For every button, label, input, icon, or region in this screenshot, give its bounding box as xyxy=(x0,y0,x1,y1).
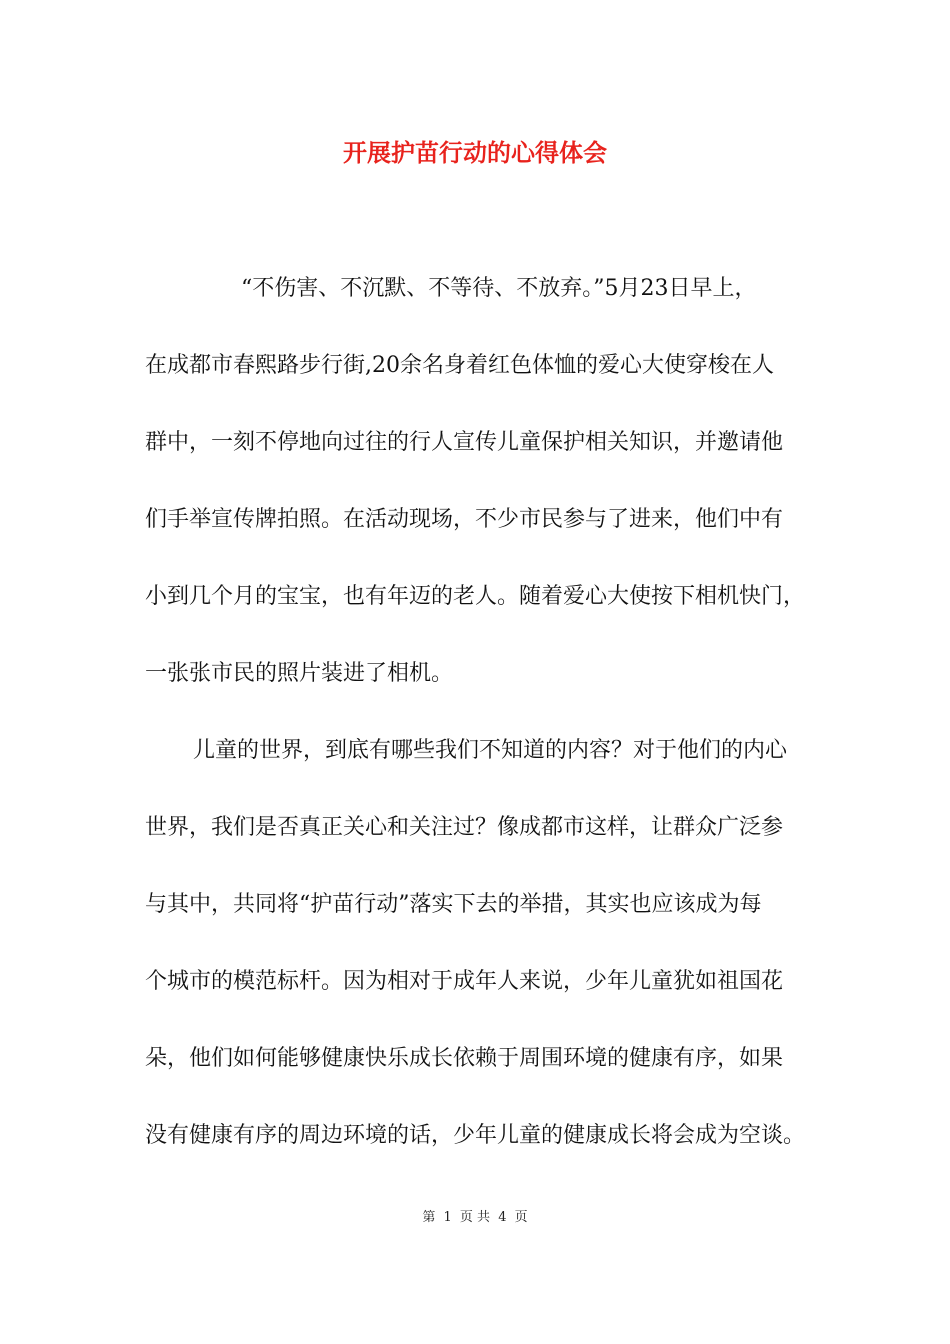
footer-middle: 页 共 xyxy=(459,1210,491,1225)
text-line: 个城市的模范标杆。因为相对于成年人来说，少年儿童犹如祖国花 xyxy=(145,969,784,994)
text-line: “不伤害、不沉默、不等待、不放弃。”5月23日早上， xyxy=(241,276,757,301)
text-line: 与其中，共同将“护苗行动”落实下去的举措，其实也应该成为每 xyxy=(145,892,762,917)
footer-suffix: 页 xyxy=(514,1210,528,1225)
document-body xyxy=(145,272,810,1196)
text-line: 们手举宣传牌拍照。在活动现场，不少市民参与了进来，他们中有 xyxy=(145,507,784,532)
text-line: 在成都市春熙路步行街,20余名身着红色体恤的爱心大使穿梭在人 xyxy=(145,353,774,378)
text-line: 一张张市民的照片装进了相机。 xyxy=(145,661,454,686)
paragraph-2 xyxy=(145,734,810,1196)
page-footer xyxy=(0,1208,950,1228)
document-title: 开展护苗行动的心得体会 xyxy=(343,138,607,167)
text-line: 没有健康有序的周边环境的话，少年儿童的健康成长将会成为空谈。 xyxy=(145,1123,806,1148)
text-line: 世界，我们是否真正关心和关注过？像成都市这样，让群众广泛参 xyxy=(145,815,784,840)
footer-prefix: 第 xyxy=(422,1210,436,1225)
text-line: 儿童的世界，到底有哪些我们不知道的内容？对于他们的内心 xyxy=(193,738,788,763)
paragraph-1 xyxy=(145,272,810,734)
text-line: 小到几个月的宝宝，也有年迈的老人。随着爱心大使按下相机快门， xyxy=(145,584,806,609)
text-line: 群中，一刻不停地向过往的行人宣传儿童保护相关知识，并邀请他 xyxy=(145,430,784,455)
footer-total-pages: 4 xyxy=(498,1210,507,1225)
footer-current-page: 1 xyxy=(443,1210,452,1225)
text-line: 朵，他们如何能够健康快乐成长依赖于周围环境的健康有序，如果 xyxy=(145,1046,784,1071)
